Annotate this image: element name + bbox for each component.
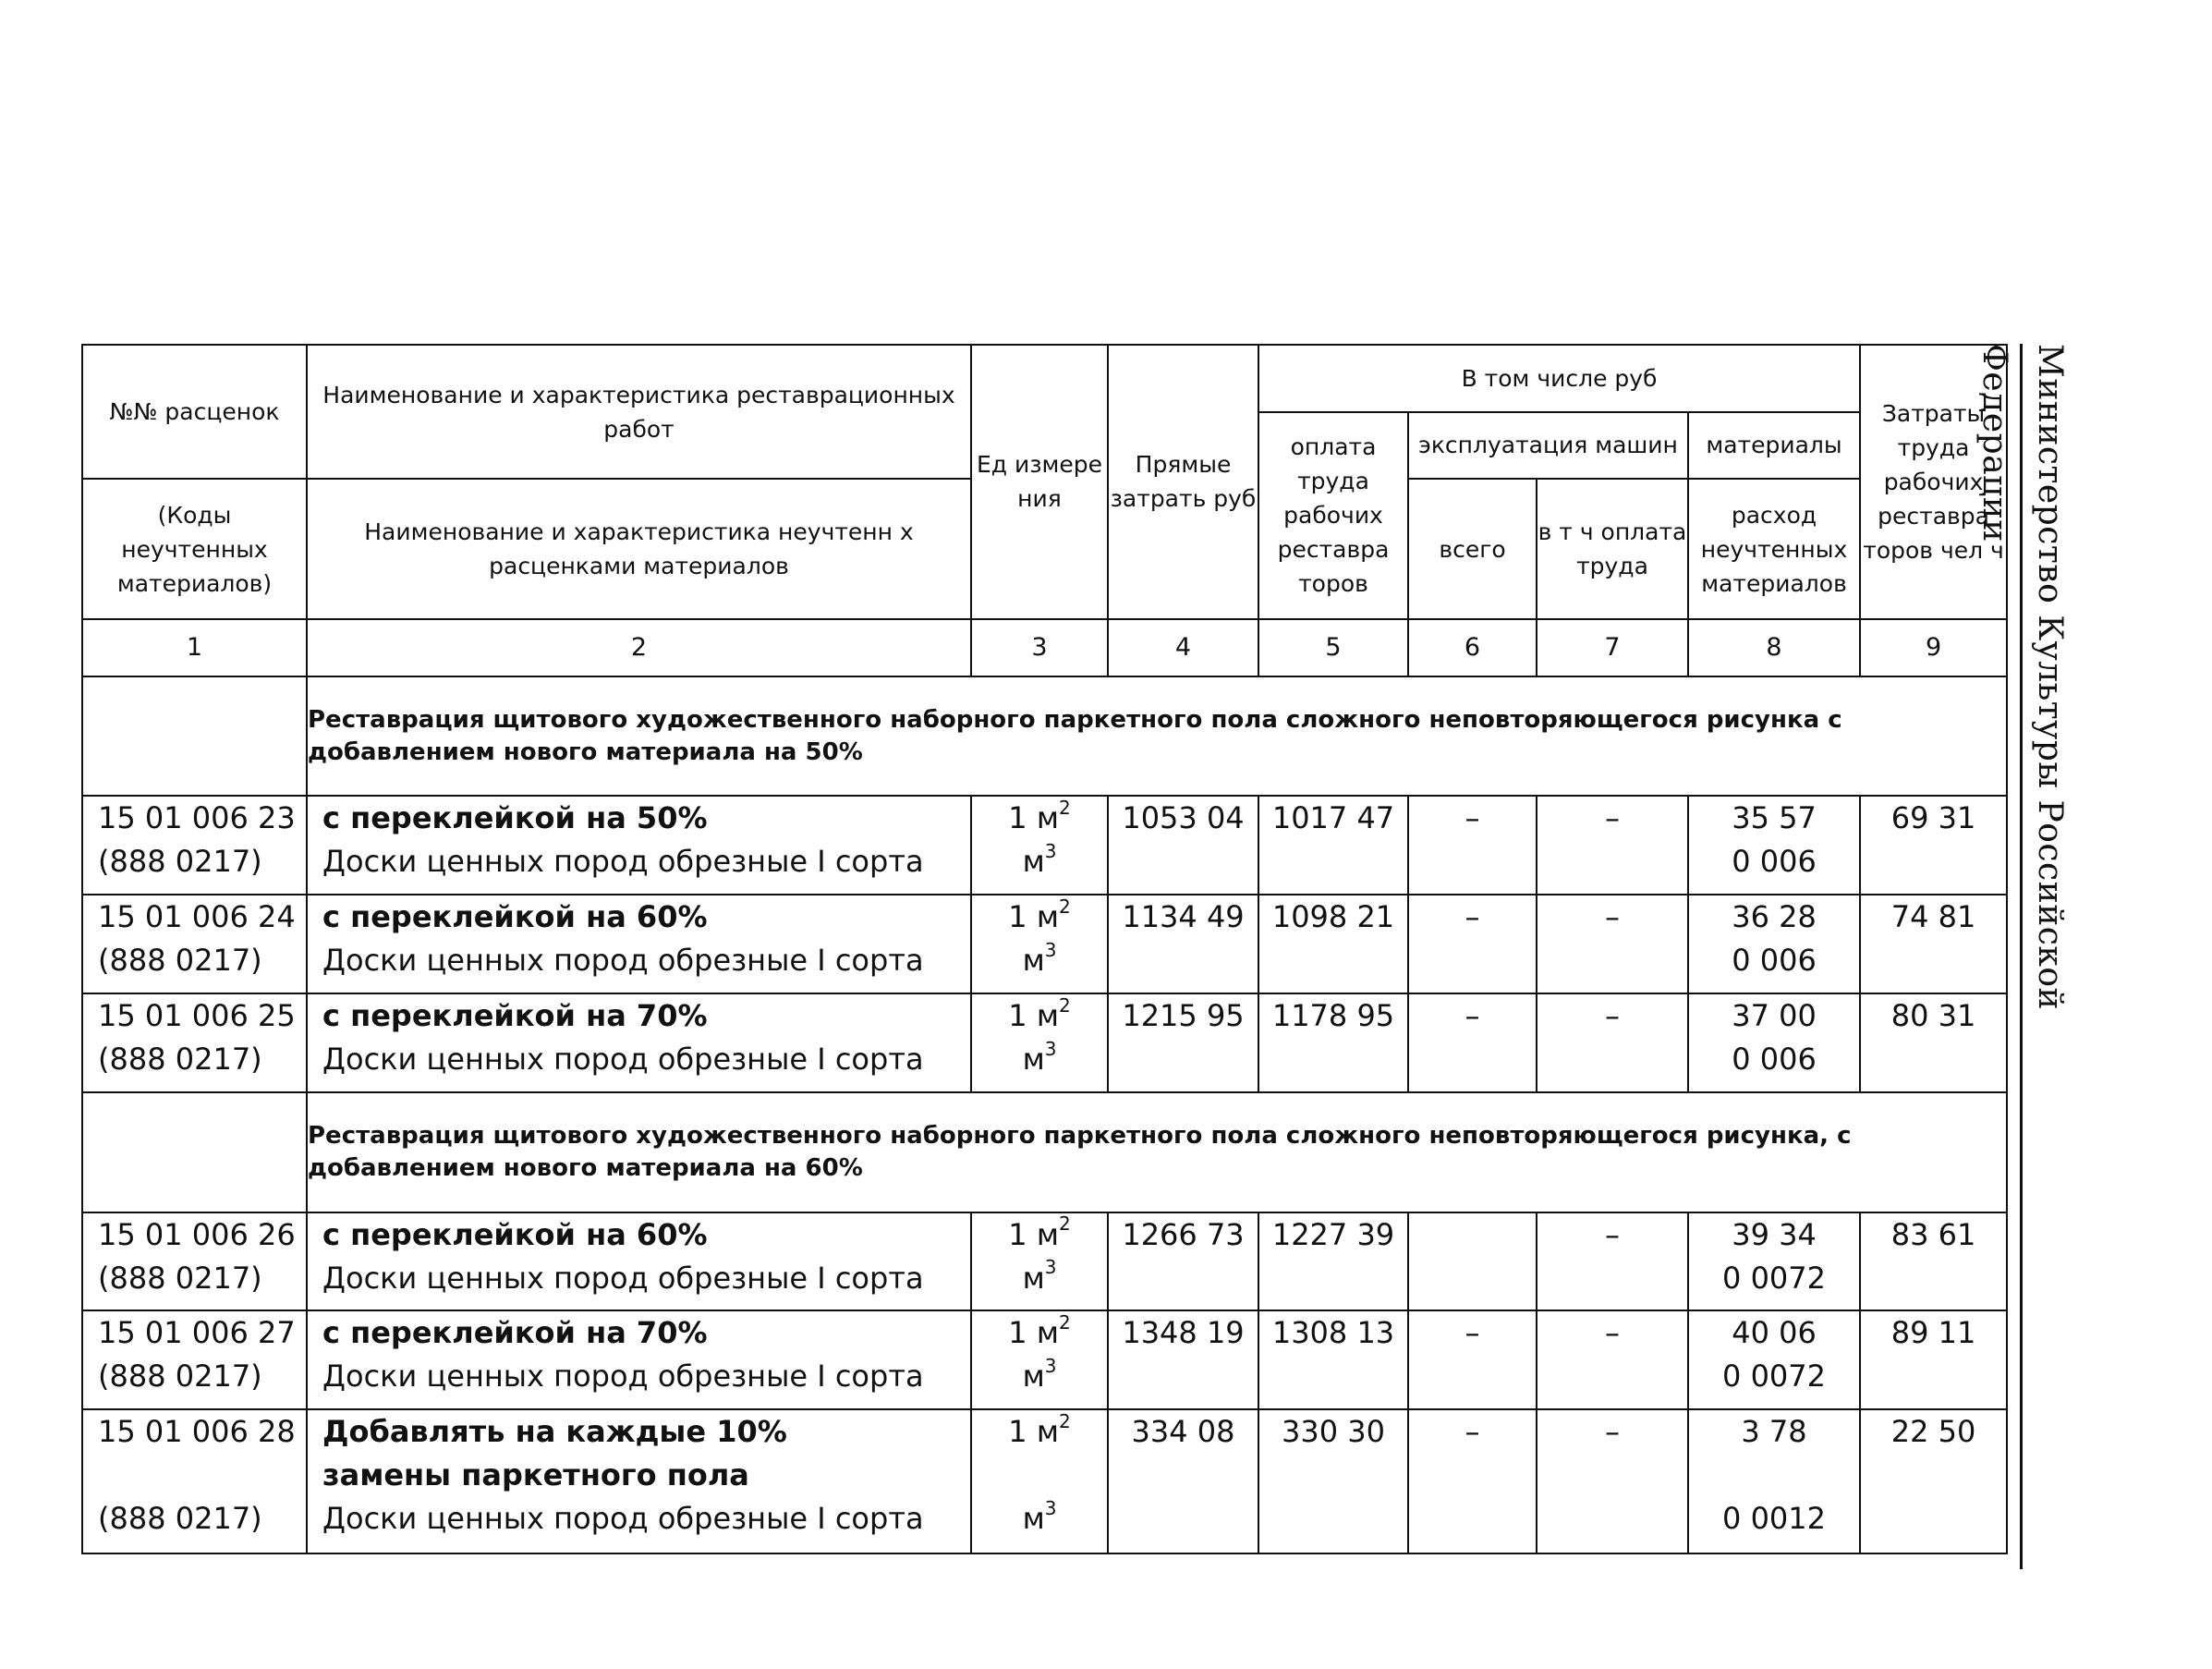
rate-code: 15 01 006 25 bbox=[98, 998, 296, 1034]
material-unit: $м^3$ bbox=[1022, 839, 1057, 880]
labor-hours: 80 31 bbox=[1860, 993, 2007, 1092]
material-qty: 0 006 bbox=[1732, 844, 1817, 880]
col9-header: Затраты труда рабочих реставра торов чел ч bbox=[1860, 345, 2007, 619]
col6-header: всего bbox=[1408, 479, 1537, 618]
material-qty: 0 0012 bbox=[1722, 1501, 1826, 1537]
direct-cost: 1266 73 bbox=[1108, 1212, 1258, 1311]
col-number: 6 bbox=[1408, 619, 1537, 677]
labor-cost: 1178 95 bbox=[1258, 993, 1408, 1092]
material-unit: $м^3$ bbox=[1022, 1354, 1057, 1395]
col5-header: оплата труда рабочих реставра торов bbox=[1258, 412, 1408, 619]
materials-cost: 3 78 bbox=[1741, 1414, 1807, 1450]
labor-cost: 1308 13 bbox=[1258, 1310, 1408, 1409]
col4-header: Прямые затрать руб bbox=[1108, 345, 1258, 619]
col-number: 4 bbox=[1108, 619, 1258, 677]
col3-header: Ед измере ния bbox=[971, 345, 1108, 619]
work-name: с переклейкой на 50% bbox=[322, 800, 708, 836]
col1-top-header: №№ расценок bbox=[82, 345, 307, 479]
rate-code: 15 01 006 24 bbox=[98, 899, 296, 935]
labor-hours: 74 81 bbox=[1860, 895, 2007, 993]
material-code: (888 0217) bbox=[98, 943, 262, 979]
unit: 1 $м^2$ bbox=[1008, 1212, 1071, 1252]
unit: 1 $м^2$ bbox=[1008, 796, 1071, 836]
direct-cost: 1348 19 bbox=[1108, 1310, 1258, 1409]
material-unit: $м^3$ bbox=[1022, 1255, 1057, 1296]
material-qty: 0 0072 bbox=[1722, 1358, 1826, 1395]
unit: 1 $м^2$ bbox=[1008, 993, 1071, 1034]
section-title: Реставрация щитового художественного наборного паркетного пола сложного неповторяющегося рисунка с добавлением нового материала на 50% bbox=[307, 676, 2007, 796]
labor-hours: 22 50 bbox=[1860, 1409, 2007, 1553]
unit: 1 $м^2$ bbox=[1008, 895, 1071, 935]
material-qty: 0 006 bbox=[1732, 943, 1817, 979]
machines-labor: – bbox=[1537, 895, 1688, 993]
work-name: с переклейкой на 60% bbox=[322, 899, 708, 935]
material-code: (888 0217) bbox=[98, 1042, 262, 1078]
materials-cost: 40 06 bbox=[1732, 1315, 1817, 1351]
materials-header: материалы bbox=[1688, 412, 1860, 480]
material-qty: 0 0072 bbox=[1722, 1260, 1826, 1296]
direct-cost: 1134 49 bbox=[1108, 895, 1258, 993]
work-name: с переклейкой на 70% bbox=[322, 1315, 708, 1351]
section-title-row bbox=[82, 676, 2007, 796]
labor-hours: 89 11 bbox=[1860, 1310, 2007, 1409]
material-name: Доски ценных пород обрезные I сорта bbox=[322, 1042, 924, 1078]
labor-hours: 83 61 bbox=[1860, 1212, 2007, 1311]
work-name: с переклейкой на 60% bbox=[322, 1216, 708, 1252]
machines-header: эксплуатация машин bbox=[1408, 412, 1688, 480]
col2-bottom-header: Наименование и характеристика неучтенн х расценками материалов bbox=[307, 479, 971, 618]
rate-code: 15 01 006 28 bbox=[98, 1414, 296, 1450]
section-title: Реставрация щитового художественного наборного паркетного пола сложного неповторяющегося рисунка, с добавлением нового материала на 60% bbox=[307, 1092, 2007, 1212]
col-number: 5 bbox=[1258, 619, 1408, 677]
table-row bbox=[82, 993, 2007, 1092]
materials-cost: 36 28 bbox=[1732, 899, 1817, 935]
material-qty: 0 006 bbox=[1732, 1042, 1817, 1078]
col2-top-header: Наименование и характеристика реставрационных работ bbox=[307, 345, 971, 479]
labor-cost: 330 30 bbox=[1258, 1409, 1408, 1553]
material-name: Доски ценных пород обрезные I сорта bbox=[322, 1501, 924, 1537]
table-row bbox=[82, 1310, 2007, 1409]
col-number: 7 bbox=[1537, 619, 1688, 677]
material-name: Доски ценных пород обрезные I сорта bbox=[322, 1260, 924, 1296]
machines-labor: – bbox=[1537, 1310, 1688, 1409]
material-unit: $м^3$ bbox=[1022, 1496, 1057, 1537]
rate-code: 15 01 006 23 bbox=[98, 800, 296, 836]
rate-code: 15 01 006 27 bbox=[98, 1315, 296, 1351]
work-name: с переклейкой на 70% bbox=[322, 998, 708, 1034]
material-code: (888 0217) bbox=[98, 1260, 262, 1296]
group-header: В том числе руб bbox=[1258, 345, 1860, 412]
col-number: 8 bbox=[1688, 619, 1860, 677]
labor-cost: 1017 47 bbox=[1258, 796, 1408, 895]
materials-cost: 35 57 bbox=[1732, 800, 1817, 836]
col-number: 9 bbox=[1860, 619, 2007, 677]
machines-labor: – bbox=[1537, 796, 1688, 895]
direct-cost: 1215 95 bbox=[1108, 993, 1258, 1092]
material-unit: $м^3$ bbox=[1022, 1037, 1057, 1078]
material-name: Доски ценных пород обрезные I сорта bbox=[322, 844, 924, 880]
rates-table bbox=[81, 344, 2008, 1554]
labor-cost: 1098 21 bbox=[1258, 895, 1408, 993]
material-unit: $м^3$ bbox=[1022, 938, 1057, 979]
machines-labor: – bbox=[1537, 1409, 1688, 1553]
machines-labor: – bbox=[1537, 1212, 1688, 1311]
section-title-row bbox=[82, 1092, 2007, 1212]
table-row bbox=[82, 1409, 2007, 1553]
col7-header: в т ч оплата труда bbox=[1537, 479, 1688, 618]
table-row bbox=[82, 796, 2007, 895]
column-number-row bbox=[82, 619, 2007, 677]
materials-cost: 37 00 bbox=[1732, 998, 1817, 1034]
labor-cost: 1227 39 bbox=[1258, 1212, 1408, 1311]
direct-cost: 334 08 bbox=[1108, 1409, 1258, 1553]
machines-total: – bbox=[1408, 895, 1537, 993]
machines-total: – bbox=[1408, 993, 1537, 1092]
work-name: Добавлять на каждые 10% замены паркетного пола bbox=[322, 1414, 787, 1493]
col1-bottom-header: (Коды неучтенных материалов) bbox=[82, 479, 307, 618]
header-row-1 bbox=[82, 345, 2007, 412]
direct-cost: 1053 04 bbox=[1108, 796, 1258, 895]
machines-labor: – bbox=[1537, 993, 1688, 1092]
col-number: 1 bbox=[82, 619, 307, 677]
table-row bbox=[82, 895, 2007, 993]
table-row bbox=[82, 1212, 2007, 1311]
material-name: Доски ценных пород обрезные I сорта bbox=[322, 943, 924, 979]
col-number: 3 bbox=[971, 619, 1108, 677]
machines-total bbox=[1408, 1212, 1537, 1311]
labor-hours: 69 31 bbox=[1860, 796, 2007, 895]
col-number: 2 bbox=[307, 619, 971, 677]
machines-total: – bbox=[1408, 796, 1537, 895]
unit: 1 $м^2$ bbox=[1008, 1409, 1071, 1450]
rate-code: 15 01 006 26 bbox=[98, 1216, 296, 1252]
machines-total: – bbox=[1408, 1409, 1537, 1553]
col8-header: расход неучтенных материалов bbox=[1688, 479, 1860, 618]
machines-total: – bbox=[1408, 1310, 1537, 1409]
material-code: (888 0217) bbox=[98, 1358, 262, 1395]
unit: 1 $м^2$ bbox=[1008, 1310, 1071, 1351]
material-name: Доски ценных пород обрезные I сорта bbox=[322, 1358, 924, 1395]
material-code: (888 0217) bbox=[98, 1501, 262, 1537]
materials-cost: 39 34 bbox=[1732, 1216, 1817, 1252]
material-code: (888 0217) bbox=[98, 844, 262, 880]
ministry-side-title: Министерство Культуры Российской Федерации bbox=[1975, 344, 2069, 1011]
